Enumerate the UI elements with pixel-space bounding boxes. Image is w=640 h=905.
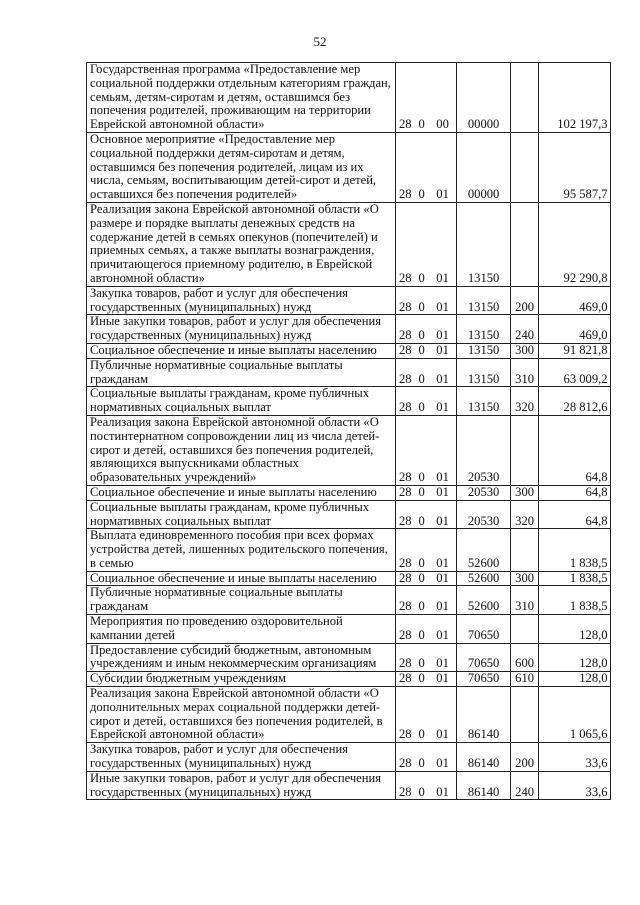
table-row: [87, 529, 611, 571]
program-code: 28: [396, 202, 414, 286]
row-name: Основное мероприятие «Предоставление мер социальной поддержки детям-сиротам и детям, оставшимся без попечения родителей, лицам из их числа, семьям, воспитывающим детей-сирот и детей, оставшихся без попечения родителей»: [87, 132, 396, 202]
program-code: 28: [396, 687, 414, 743]
budget-table: [86, 62, 611, 800]
subprogram-code: 0: [414, 415, 429, 485]
expense-type: 200: [510, 743, 538, 772]
direction-code: 01: [429, 771, 457, 800]
expense-type: 240: [510, 315, 538, 344]
expense-code: 20530: [456, 500, 510, 529]
expense-type: [510, 63, 538, 133]
subprogram-code: 0: [414, 343, 429, 358]
expense-type: 300: [510, 571, 538, 586]
expense-type: 200: [510, 286, 538, 315]
amount: 91 821,8: [538, 343, 610, 358]
program-code: 28: [396, 529, 414, 571]
expense-type: 300: [510, 343, 538, 358]
table-row: [87, 315, 611, 344]
table-row: [87, 132, 611, 202]
subprogram-code: 0: [414, 485, 429, 500]
program-code: 28: [396, 358, 414, 387]
direction-code: 01: [429, 387, 457, 416]
table-row: [87, 743, 611, 772]
direction-code: 01: [429, 202, 457, 286]
direction-code: 01: [429, 415, 457, 485]
direction-code: 01: [429, 485, 457, 500]
subprogram-code: 0: [414, 571, 429, 586]
row-name: Публичные нормативные социальные выплаты гражданам: [87, 586, 396, 615]
program-code: 28: [396, 500, 414, 529]
expense-code: 00000: [456, 132, 510, 202]
row-name: Предоставление субсидий бюджетным, автономным учреждениям и иным некоммерческим организациям: [87, 643, 396, 672]
direction-code: 01: [429, 643, 457, 672]
subprogram-code: 0: [414, 672, 429, 687]
amount: 92 290,8: [538, 202, 610, 286]
amount: 1 838,5: [538, 529, 610, 571]
expense-code: 13150: [456, 315, 510, 344]
expense-type: 240: [510, 771, 538, 800]
table-row: [87, 672, 611, 687]
expense-code: 86140: [456, 687, 510, 743]
program-code: 28: [396, 485, 414, 500]
expense-type: 300: [510, 485, 538, 500]
page-number: 52: [313, 34, 327, 49]
row-name: Реализация закона Еврейской автономной области «О размере и порядке выплаты денежных средств на содержание детей в семьях опекунов (попечителей) и приемных семьях, а также выплаты вознаграждения, причитающегося приемному родителю, в Еврейской автономной области»: [87, 202, 396, 286]
table-row: [87, 63, 611, 133]
subprogram-code: 0: [414, 63, 429, 133]
table-row: [87, 485, 611, 500]
expense-type: [510, 202, 538, 286]
expense-code: 52600: [456, 571, 510, 586]
direction-code: 01: [429, 132, 457, 202]
direction-code: 01: [429, 358, 457, 387]
table-row: [87, 571, 611, 586]
table-row: [87, 387, 611, 416]
expense-code: 86140: [456, 743, 510, 772]
amount: 33,6: [538, 743, 610, 772]
expense-code: 13150: [456, 387, 510, 416]
direction-code: 01: [429, 672, 457, 687]
expense-code: 13150: [456, 202, 510, 286]
expense-code: 70650: [456, 672, 510, 687]
direction-code: 01: [429, 529, 457, 571]
expense-code: 70650: [456, 615, 510, 644]
amount: 102 197,3: [538, 63, 610, 133]
expense-code: 70650: [456, 643, 510, 672]
table-row: [87, 586, 611, 615]
amount: 64,8: [538, 500, 610, 529]
direction-code: 01: [429, 615, 457, 644]
subprogram-code: 0: [414, 643, 429, 672]
table-row: [87, 615, 611, 644]
expense-type: [510, 529, 538, 571]
subprogram-code: 0: [414, 771, 429, 800]
expense-type: 320: [510, 387, 538, 416]
table-row: [87, 343, 611, 358]
expense-code: 20530: [456, 415, 510, 485]
row-name: Закупка товаров, работ и услуг для обеспечения государственных (муниципальных) нужд: [87, 743, 396, 772]
direction-code: 01: [429, 315, 457, 344]
expense-type: [510, 132, 538, 202]
amount: 469,0: [538, 315, 610, 344]
table-row: [87, 687, 611, 743]
subprogram-code: 0: [414, 286, 429, 315]
amount: 63 009,2: [538, 358, 610, 387]
program-code: 28: [396, 586, 414, 615]
program-code: 28: [396, 63, 414, 133]
row-name: Иные закупки товаров, работ и услуг для обеспечения государственных (муниципальных) нужд: [87, 771, 396, 800]
table-row: [87, 643, 611, 672]
subprogram-code: 0: [414, 615, 429, 644]
row-name: Социальное обеспечение и иные выплаты населению: [87, 343, 396, 358]
table-row: [87, 415, 611, 485]
direction-code: 01: [429, 500, 457, 529]
program-code: 28: [396, 415, 414, 485]
expense-type: [510, 415, 538, 485]
row-name: Реализация закона Еврейской автономной области «О постинтернатном сопровождении лиц из числа детей-сирот и детей, оставшихся без попечения родителей, являющихся выпускниками областных образовательных учреждений»: [87, 415, 396, 485]
expense-type: 320: [510, 500, 538, 529]
row-name: Социальные выплаты гражданам, кроме публичных нормативных социальных выплат: [87, 500, 396, 529]
table-row: [87, 500, 611, 529]
subprogram-code: 0: [414, 500, 429, 529]
program-code: 28: [396, 643, 414, 672]
table-row: [87, 358, 611, 387]
program-code: 28: [396, 315, 414, 344]
row-name: Выплата единовременного пособия при всех формах устройства детей, лишенных родительского попечения, в семью: [87, 529, 396, 571]
subprogram-code: 0: [414, 387, 429, 416]
program-code: 28: [396, 771, 414, 800]
program-code: 28: [396, 672, 414, 687]
subprogram-code: 0: [414, 202, 429, 286]
subprogram-code: 0: [414, 132, 429, 202]
amount: 1 838,5: [538, 586, 610, 615]
expense-type: 610: [510, 672, 538, 687]
direction-code: 00: [429, 63, 457, 133]
expense-code: 52600: [456, 529, 510, 571]
direction-code: 01: [429, 571, 457, 586]
row-name: Социальное обеспечение и иные выплаты населению: [87, 571, 396, 586]
expense-type: 310: [510, 586, 538, 615]
amount: 469,0: [538, 286, 610, 315]
row-name: Закупка товаров, работ и услуг для обеспечения государственных (муниципальных) нужд: [87, 286, 396, 315]
expense-type: [510, 687, 538, 743]
amount: 128,0: [538, 643, 610, 672]
expense-code: 13150: [456, 358, 510, 387]
program-code: 28: [396, 615, 414, 644]
program-code: 28: [396, 743, 414, 772]
amount: 64,8: [538, 485, 610, 500]
program-code: 28: [396, 571, 414, 586]
table-row: [87, 202, 611, 286]
row-name: Социальное обеспечение и иные выплаты населению: [87, 485, 396, 500]
subprogram-code: 0: [414, 586, 429, 615]
row-name: Публичные нормативные социальные выплаты гражданам: [87, 358, 396, 387]
program-code: 28: [396, 343, 414, 358]
amount: 28 812,6: [538, 387, 610, 416]
expense-code: 13150: [456, 343, 510, 358]
amount: 1 065,6: [538, 687, 610, 743]
amount: 95 587,7: [538, 132, 610, 202]
expense-code: 20530: [456, 485, 510, 500]
expense-code: 00000: [456, 63, 510, 133]
program-code: 28: [396, 132, 414, 202]
expense-type: [510, 615, 538, 644]
row-name: Реализация закона Еврейской автономной области «О дополнительных мерах социальной поддержки детей-сирот и детей, оставшихся без попечения родителей, в Еврейской автономной области»: [87, 687, 396, 743]
program-code: 28: [396, 387, 414, 416]
direction-code: 01: [429, 343, 457, 358]
expense-code: 52600: [456, 586, 510, 615]
amount: 33,6: [538, 771, 610, 800]
expense-type: 310: [510, 358, 538, 387]
direction-code: 01: [429, 286, 457, 315]
direction-code: 01: [429, 687, 457, 743]
subprogram-code: 0: [414, 529, 429, 571]
row-name: Социальные выплаты гражданам, кроме публичных нормативных социальных выплат: [87, 387, 396, 416]
subprogram-code: 0: [414, 743, 429, 772]
subprogram-code: 0: [414, 687, 429, 743]
table-row: [87, 286, 611, 315]
expense-code: 13150: [456, 286, 510, 315]
budget-table-body: [87, 63, 611, 800]
expense-code: 86140: [456, 771, 510, 800]
program-code: 28: [396, 286, 414, 315]
direction-code: 01: [429, 743, 457, 772]
direction-code: 01: [429, 586, 457, 615]
amount: 128,0: [538, 672, 610, 687]
subprogram-code: 0: [414, 315, 429, 344]
amount: 64,8: [538, 415, 610, 485]
amount: 128,0: [538, 615, 610, 644]
row-name: Мероприятия по проведению оздоровительной кампании детей: [87, 615, 396, 644]
row-name: Иные закупки товаров, работ и услуг для обеспечения государственных (муниципальных) нужд: [87, 315, 396, 344]
table-row: [87, 771, 611, 800]
row-name: Субсидии бюджетным учреждениям: [87, 672, 396, 687]
subprogram-code: 0: [414, 358, 429, 387]
row-name: Государственная программа «Предоставление мер социальной поддержки отдельным категориям граждан, семьям, детям-сиротам и детям, оставшимся без попечения родителей, проживающим на территории Еврейской автономной области»: [87, 63, 396, 133]
expense-type: 600: [510, 643, 538, 672]
amount: 1 838,5: [538, 571, 610, 586]
